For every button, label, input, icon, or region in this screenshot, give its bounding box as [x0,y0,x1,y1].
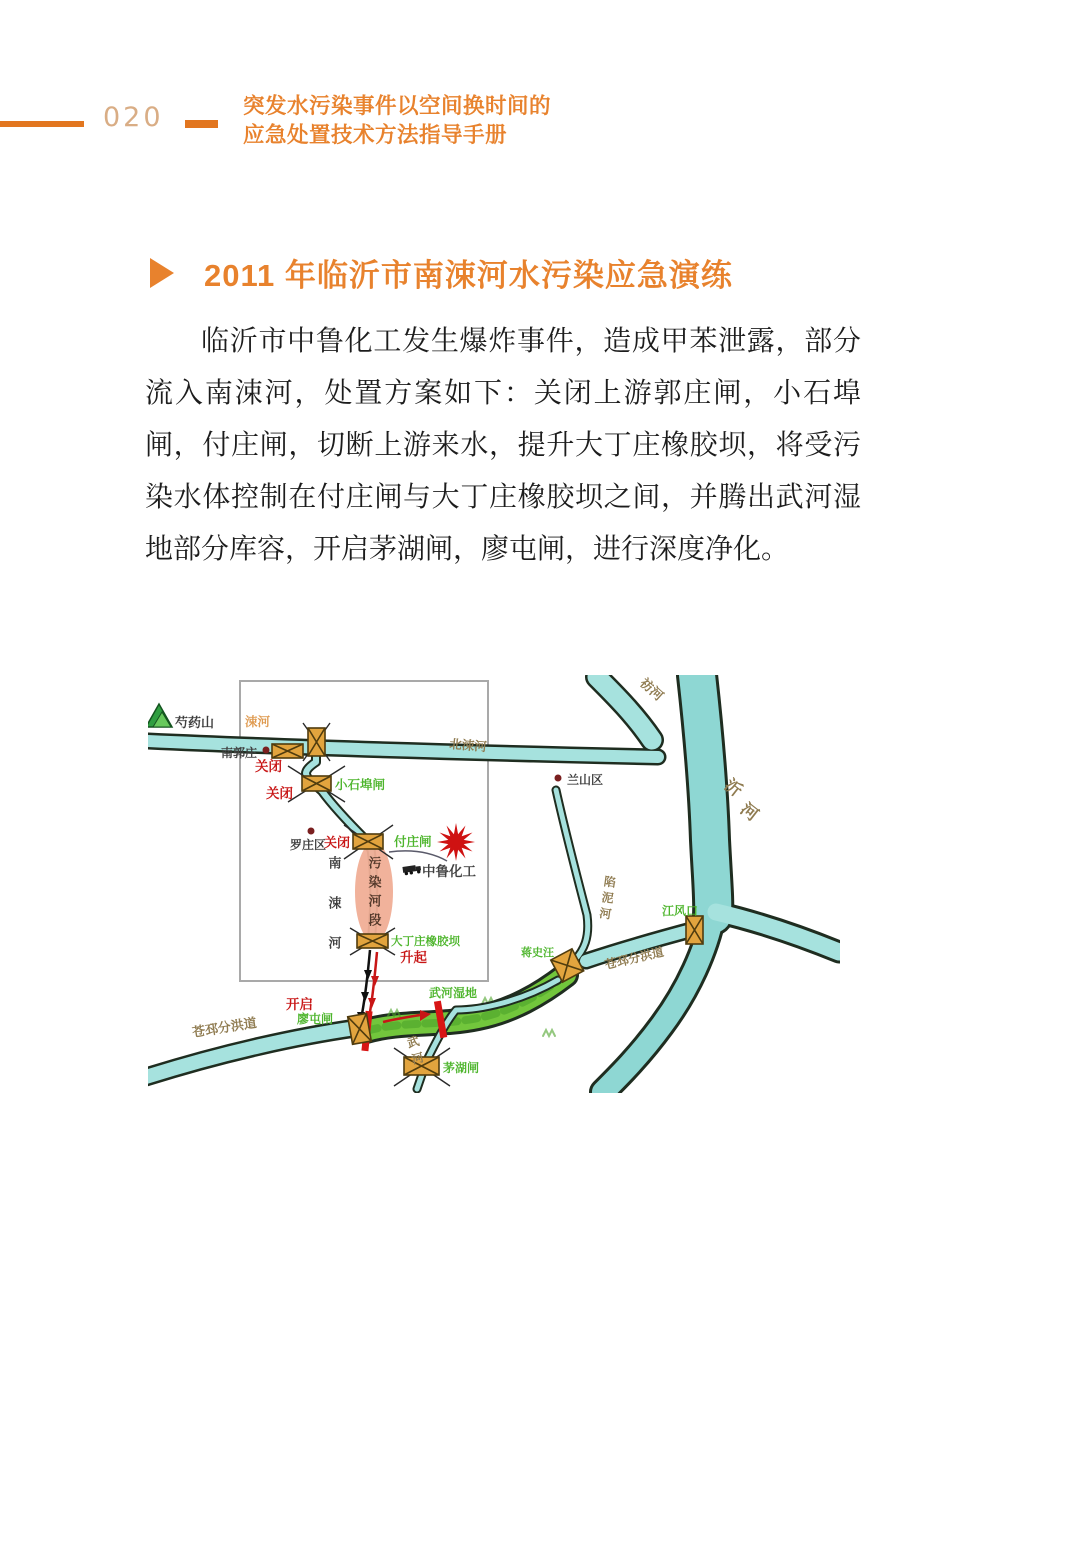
truck-icon [402,864,421,875]
explosion-icon [437,823,475,861]
lanshan-dot [555,775,562,782]
body-paragraph: 临沂市中鲁化工发生爆炸事件，造成甲苯泄露，部分流入南涑河，处置方案如下：关闭上游郭庄闸，小石埠闸，付庄闸，切断上游来水，提升大丁庄橡胶坝，将受污染水体控制在付庄闸与大丁庄橡胶坝之间，并腾出武河湿地部分库容，开启茅湖闸，廖屯闸，进行深度净化。 [145,326,861,565]
label-jiangfengkou-gate: 江风口 [662,904,699,918]
section-heading [150,250,733,295]
label-luozhuang: 罗庄区 [290,838,327,852]
gate-liaotun [348,1013,372,1044]
label-shaoyao-mountain: 芍药山 [175,715,215,730]
header-dash-icon [185,120,218,128]
label-dadingzhuang-dam: 大丁庄橡胶坝 [391,936,460,948]
gate-nanguozhuang [272,744,303,758]
map-figure [148,675,840,1093]
mountain-icon [148,704,172,727]
nanguozhuang-dot [263,747,270,754]
label-wuhe-wetland: 武河湿地 [429,986,478,1000]
header-title-line1: 突发水污染事件以空间换时间的 [243,94,552,118]
label-nansu-river: 南涑河 [326,856,342,976]
label-fuzhuang-gate: 付庄闸 [394,835,432,849]
river-map [148,675,840,1093]
label-bing-river: 祊河 [637,675,667,704]
label-raise: 升起 [400,950,427,965]
label-yi-river-char1: 沂 [720,775,746,801]
label-yi-river-char2: 河 [736,799,762,825]
section-title: 2011 年临沂市南涑河水污染应急演练 [204,258,733,293]
header-rule [0,121,84,127]
label-cangpi-channel-left: 苍邳分洪道 [191,1014,258,1040]
label-jiangshiwang: 蒋史汪 [521,947,554,959]
label-close-2: 关闭 [266,786,293,801]
label-lanshan: 兰山区 [567,773,604,787]
label-polluted-reach: 污染河段 [366,856,382,932]
gate-jiangfengkou [686,916,703,944]
label-zhonglu-chemical: 中鲁化工 [422,864,476,879]
label-cangpi-channel-right: 苍邳分洪道 [603,944,666,972]
label-close-1: 关闭 [255,759,282,774]
label-su-river: 涑河 [245,715,271,729]
label-open: 开启 [286,997,313,1012]
header-title [243,92,551,150]
label-liaotun-gate: 廖屯闸 [297,1012,334,1026]
label-nanguozhuang: 南郭庄 [221,746,258,760]
label-maohu-gate: 茅湖闸 [443,1061,480,1075]
label-wu-river: 武河 [404,1034,427,1071]
road-line [389,851,447,861]
page-number: 020 [103,102,164,133]
header-title-line2: 应急处置技术方法指导手册 [243,123,508,147]
label-close-3: 关闭 [324,835,351,850]
grass-icon [543,1030,555,1036]
label-xianni-river: 陷泥河 [596,874,618,925]
luozhuang-dot [308,828,315,835]
triangle-bullet-icon [150,258,174,288]
label-north-su-river: 北涑河 [448,737,488,755]
label-xiaoshibu-gate: 小石埠闸 [335,778,386,792]
